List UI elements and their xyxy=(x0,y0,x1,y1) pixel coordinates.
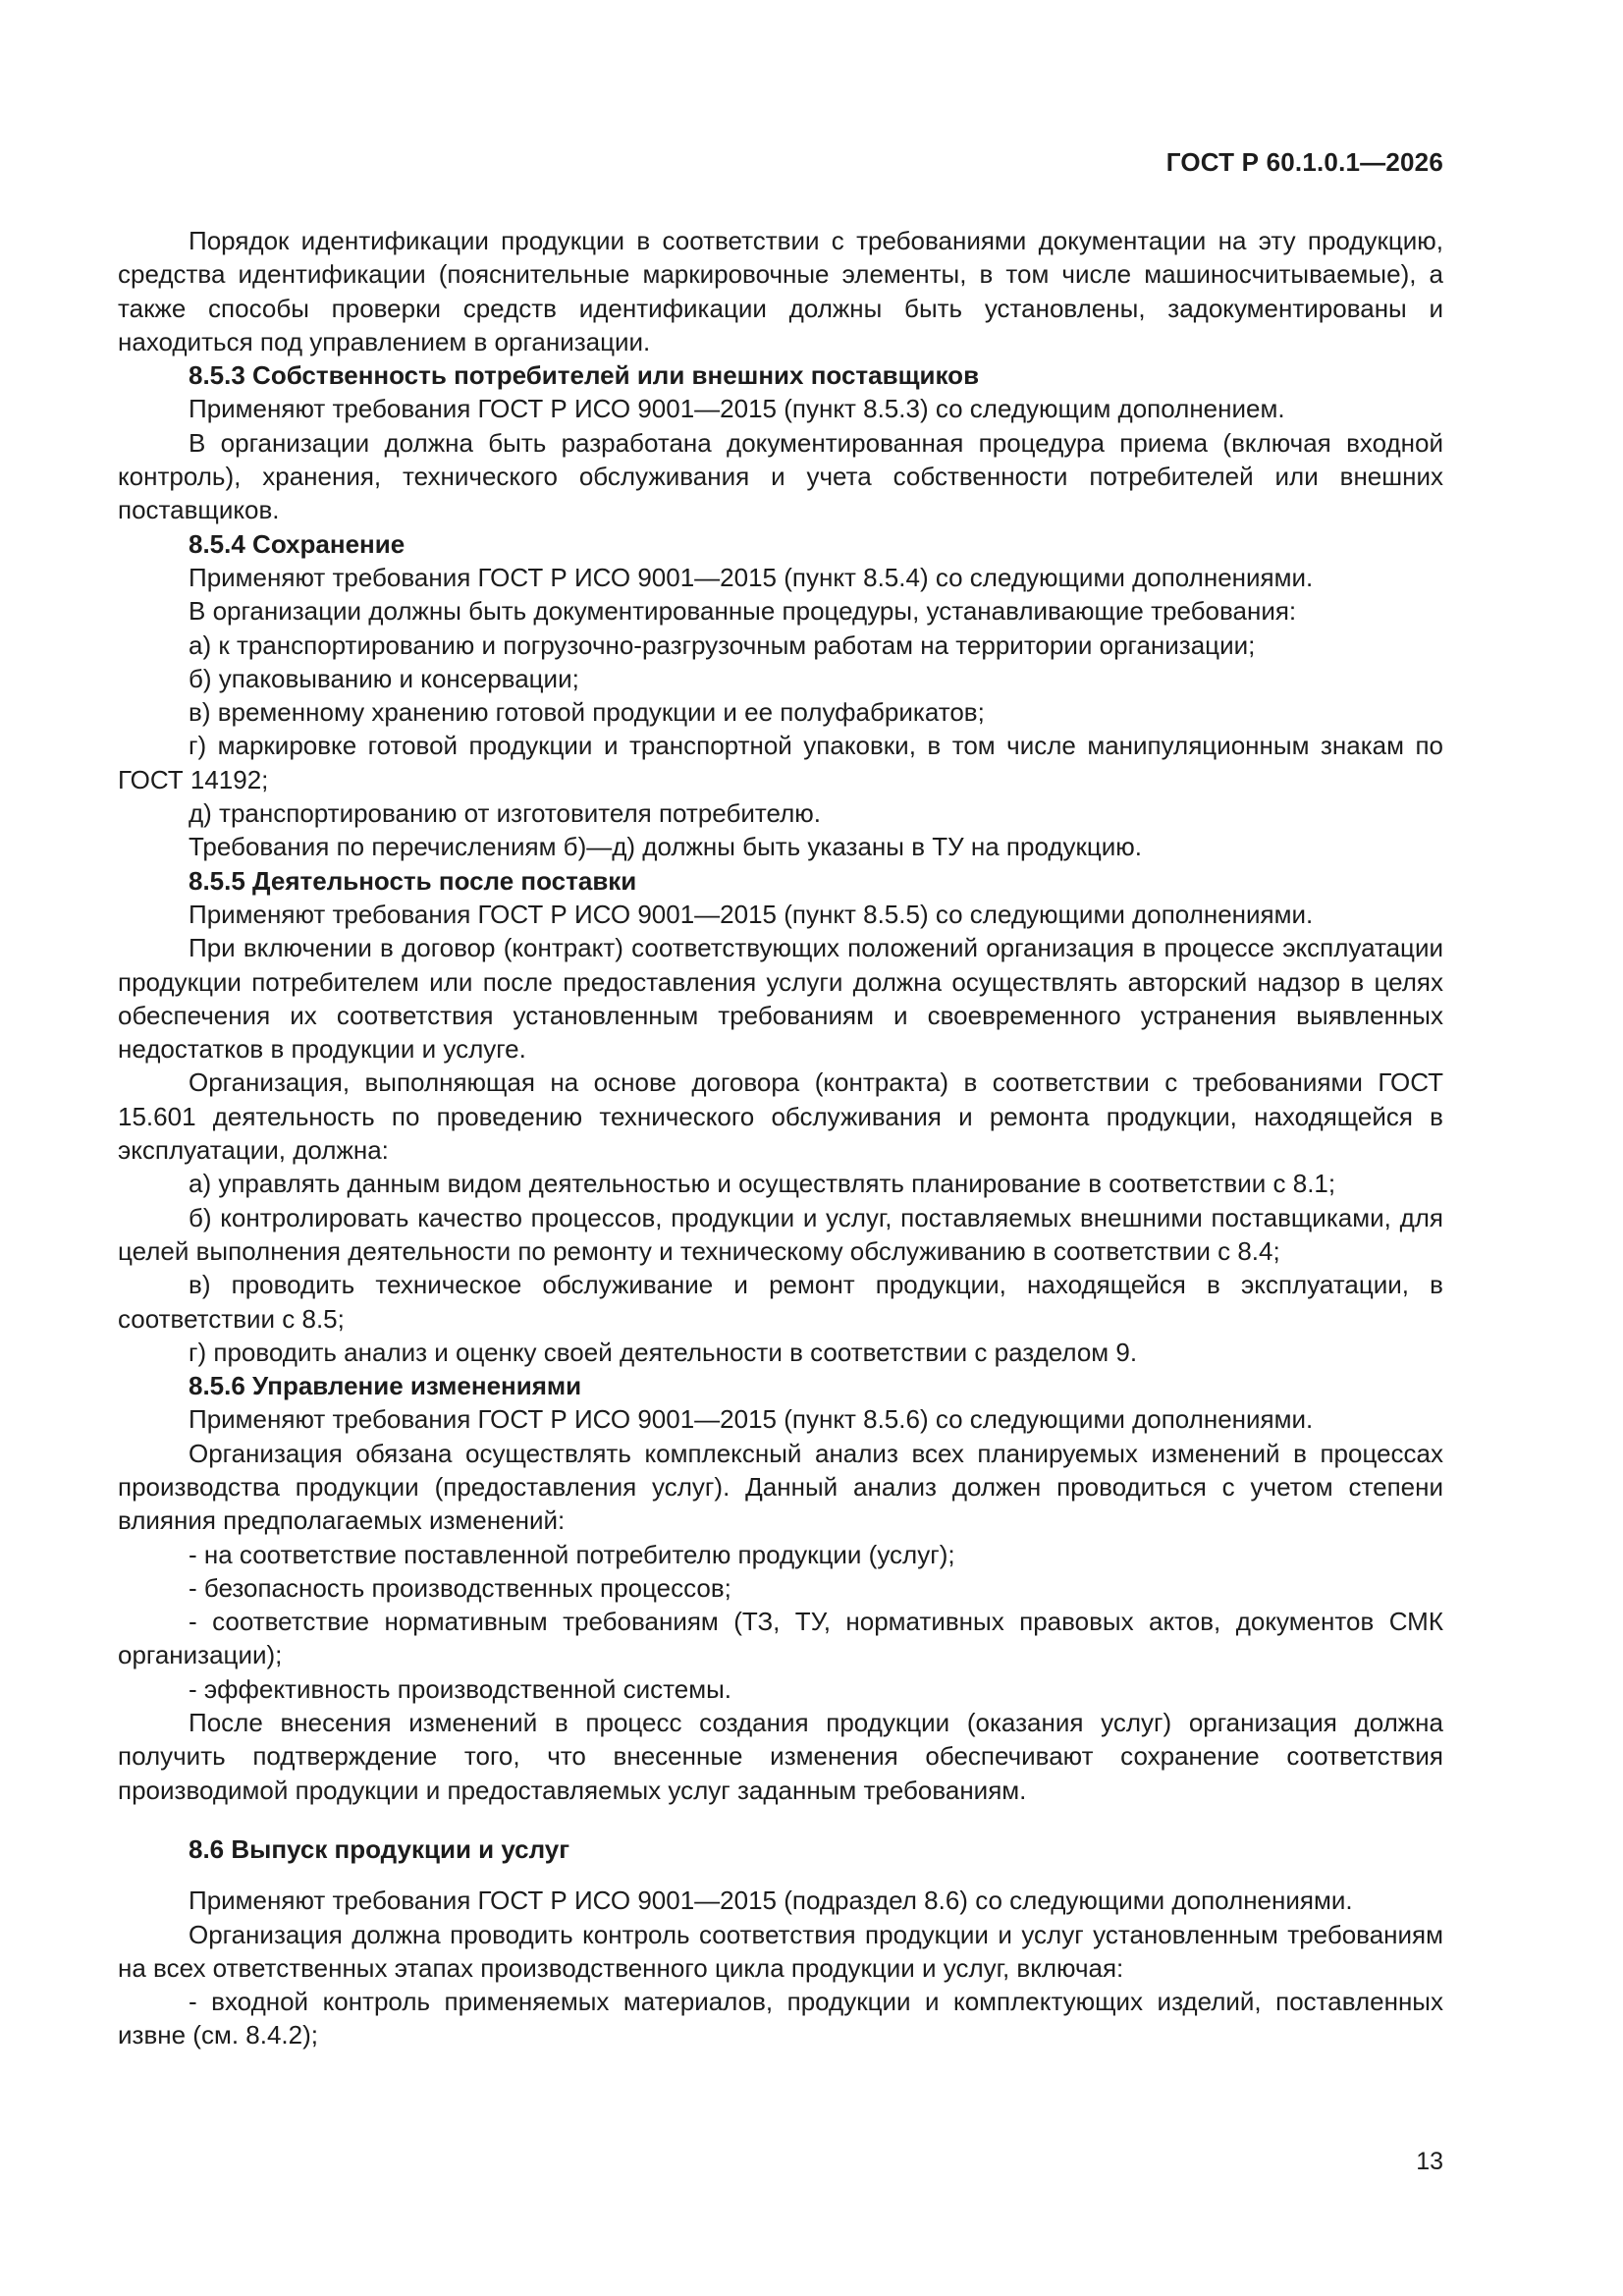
section-heading-8-5-5: 8.5.5 Деятельность после поставки xyxy=(189,865,637,896)
paragraph: При включении в договор (контракт) соответствующих положений организация в процессе эксплуатации продукции потребителем или после предоставления услуги должна осуществлять авторский надзор в целях обеспечения их соответствия установленным требованиям и своевременного устранения выявленных недостатков в продукции и услуге. xyxy=(118,933,1443,1065)
paragraph: Применяют требования ГОСТ Р ИСО 9001—2015 (пункт 8.5.4) со следующими дополнениями. xyxy=(189,562,1314,592)
paragraph: Организация должна проводить контроль соответствия продукции и услуг установленным требованиям на всех ответственных этапах производственного цикла продукции и услуг, включая: xyxy=(118,1919,1443,1983)
paragraph: Применяют требования ГОСТ Р ИСО 9001—2015 (пункт 8.5.3) со следующим дополнением. xyxy=(189,394,1285,424)
list-item: б) контролировать качество процессов, продукции и услуг, поставляемых внешними поставщиками, для целей выполнения деятельности по ремонту и техническому обслуживанию в соответствии с 8.4; xyxy=(118,1202,1443,1266)
section-heading-8-5-4: 8.5.4 Сохранение xyxy=(189,528,406,559)
paragraph: Организация обязана осуществлять комплексный анализ всех планируемых изменений в процессах производства продукции (предоставления услуг). Данный анализ должен проводиться с учетом степени влияния предполагаемых изменений: xyxy=(118,1438,1443,1536)
list-item: а) управлять данным видом деятельностью и осуществлять планирование в соответствии с 8.1; xyxy=(189,1169,1336,1199)
paragraph: Применяют требования ГОСТ Р ИСО 9001—2015 (подраздел 8.6) со следующими дополнениями. xyxy=(189,1886,1353,1916)
dash-list-item: - на соответствие поставленной потребителю продукции (услуг); xyxy=(189,1539,955,1569)
list-item: г) маркировке готовой продукции и транспортной упаковки, в том числе манипуляционным знакам по ГОСТ 14192; xyxy=(118,731,1443,794)
list-item: в) проводить техническое обслуживание и ремонт продукции, находящейся в эксплуатации, в соответствии с 8.5; xyxy=(118,1270,1443,1334)
paragraph: Применяют требования ГОСТ Р ИСО 9001—2015 (пункт 8.5.5) со следующими дополнениями. xyxy=(189,899,1314,929)
list-item: а) к транспортированию и погрузочно-разгрузочным работам на территории организации; xyxy=(189,629,1256,660)
dash-list-item: - безопасность производственных процессов; xyxy=(189,1572,731,1603)
list-item: б) упаковыванию и консервации; xyxy=(189,663,579,693)
paragraph: Применяют требования ГОСТ Р ИСО 9001—2015 (пункт 8.5.6) со следующими дополнениями. xyxy=(189,1404,1314,1435)
list-item: в) временному хранению готовой продукции и ее полуфабрикатов; xyxy=(189,697,985,728)
section-heading-8-6: 8.6 Выпуск продукции и услуг xyxy=(189,1833,570,1864)
document-body xyxy=(118,224,1443,2052)
list-item: д) транспортированию от изготовителя потребителю. xyxy=(189,798,821,829)
section-heading-8-5-3: 8.5.3 Собственность потребителей или внешних поставщиков xyxy=(189,360,980,391)
standard-code: ГОСТ Р 60.1.0.1—2026 xyxy=(1165,147,1443,177)
paragraph: Требования по перечислениям б)—д) должны быть указаны в ТУ на продукцию. xyxy=(189,832,1143,862)
dash-list-item: - входной контроль применяемых материалов, продукции и комплектующих изделий, поставленных извне (см. 8.4.2); xyxy=(118,1987,1443,2050)
paragraph: В организации должны быть документированные процедуры, устанавливающие требования: xyxy=(189,596,1297,627)
paragraph: Организация, выполняющая на основе договора (контракта) в соответствии с требованиями ГОСТ 15.601 деятельность по проведению технического обслуживания и ремонта продукции, находящейся в эксплуатации, должна: xyxy=(118,1067,1443,1166)
paragraph: После внесения изменений в процесс создания продукции (оказания услуг) организация должна получить подтверждение того, что внесенные изменения обеспечивают сохранение соответствия производимой продукции и предоставляемых услуг заданным требованиям. xyxy=(118,1708,1443,1805)
list-item: г) проводить анализ и оценку своей деятельности в соответствии с разделом 9. xyxy=(189,1337,1138,1367)
page-number: 13 xyxy=(1416,2148,1443,2175)
section-heading-8-5-6: 8.5.6 Управление изменениями xyxy=(189,1371,582,1401)
paragraph: В организации должна быть разработана документированная процедура приема (включая входной контроль), хранения, технического обслуживания и учета собственности потребителей или внешних поставщиков. xyxy=(118,427,1443,525)
dash-list-item: - эффективность производственной системы. xyxy=(189,1673,732,1704)
paragraph: Порядок идентификации продукции в соответствии с требованиями документации на эту продукцию, средства идентификации (пояснительные маркировочные элементы, в том числе машиносчитываемые), а также способы проверки средств идентификации должны быть установлены, задокументированы и находиться под управлением в организации. xyxy=(118,226,1443,356)
dash-list-item: - соответствие нормативным требованиям (ТЗ, ТУ, нормативных правовых актов, документов СМК организации); xyxy=(118,1607,1443,1670)
